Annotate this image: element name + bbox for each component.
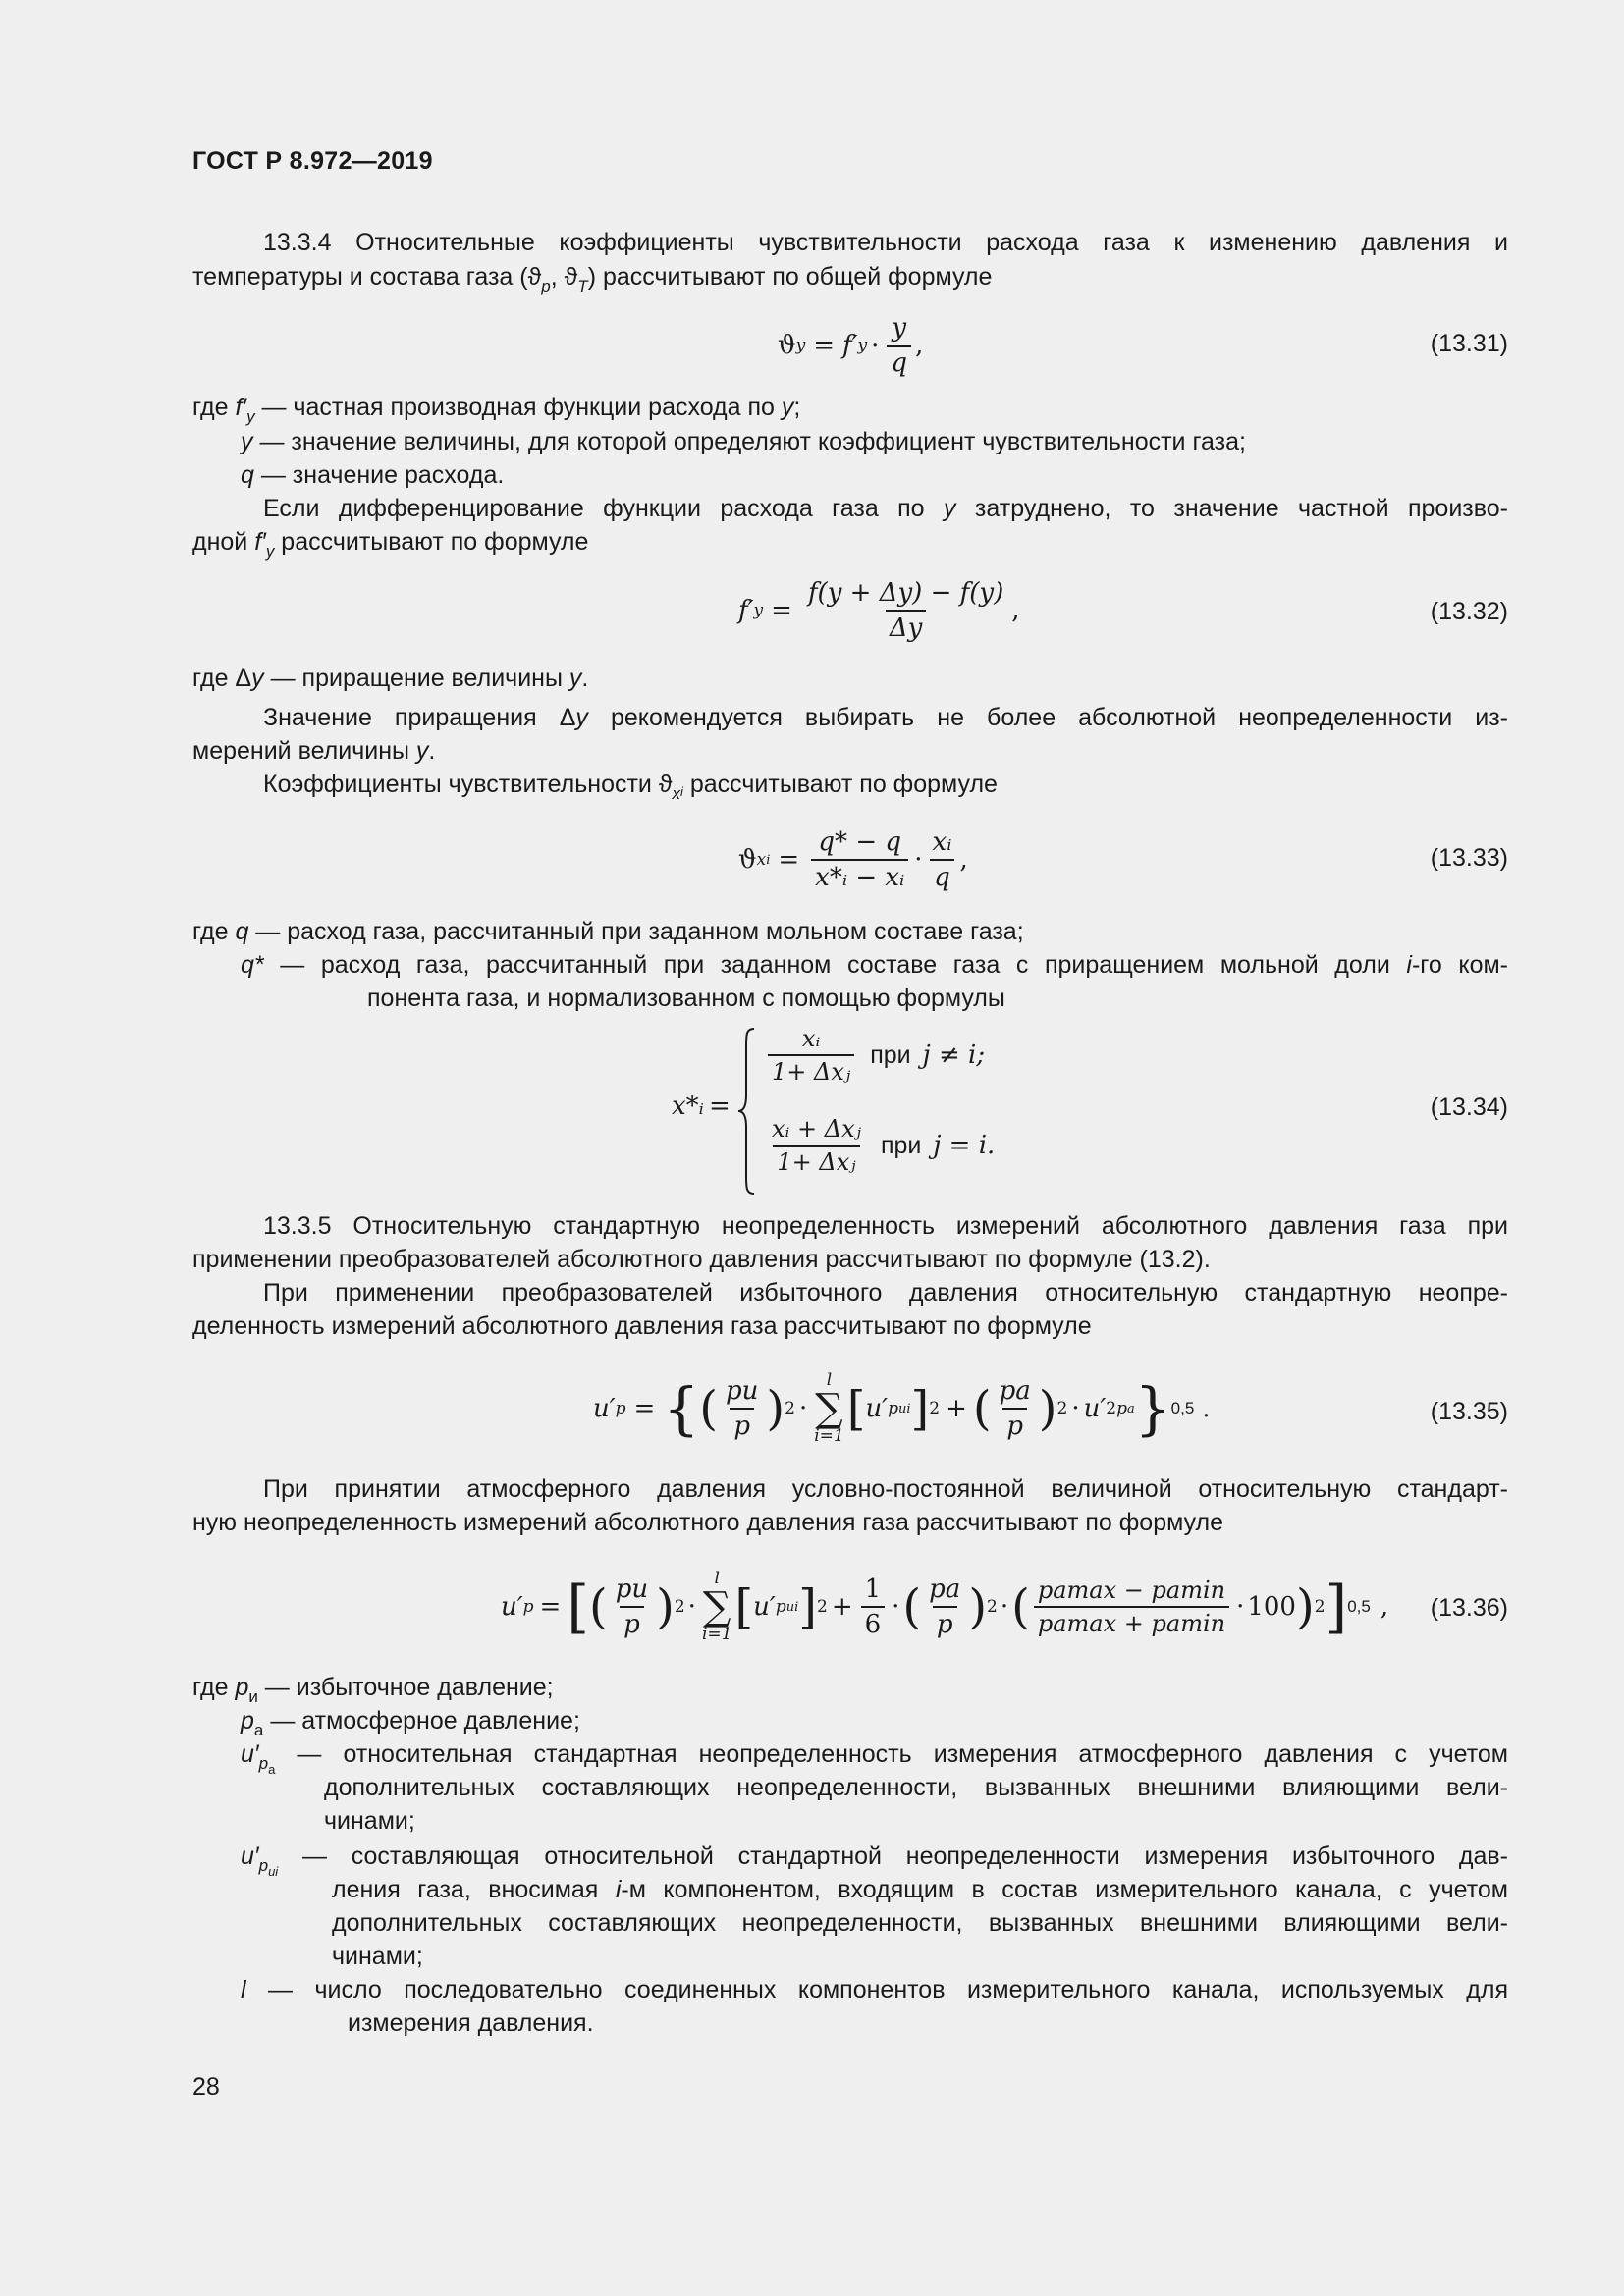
where-l-line2: измерения давления. <box>348 2009 594 2037</box>
where-u-pa-line2: дополнительных составляющих неопределенности, вызванных внешними влияющими вели- <box>324 1774 1508 1801</box>
where-l-line1: l — число последовательно соединенных компонентов измерительного канала, используемых для <box>241 1976 1508 2003</box>
where-u-pi-line2: ления газа, вносимая i-м компонентом, входящим в состав измерительного канала, с учетом <box>332 1876 1508 1903</box>
where-p-overpressure: где $p_и$ — избыточное давление; <box>192 1674 554 1706</box>
paragraph-13-3-5-line1: 13.3.5 Относительную стандартную неопределенность измерений абсолютного давления газа при <box>263 1212 1508 1240</box>
piecewise-case1: $\frac{\text{xᵢ}}{\text{1+ Δxⱼ}}$ при j ≠ i; <box>764 1025 985 1086</box>
paragraph-increment-line1: Значение приращения Δy рекомендуется выбирать не более абсолютной неопределенности из- <box>263 704 1509 731</box>
summation-sign: l ∑ i=1 <box>814 1370 844 1446</box>
paragraph-increment-line2: мерений величины y. <box>192 737 436 765</box>
where-u-pi-line4: чинами; <box>332 1943 423 1970</box>
where-u-pi-line3: дополнительных составляющих неопределенности, вызванных внешними влияющими вели- <box>332 1909 1508 1937</box>
equation-number-13-35: (13.35) <box>1430 1398 1508 1425</box>
where-p-atmospheric: $p_а$ — атмосферное давление; <box>241 1707 580 1739</box>
document-header: ГОСТ Р 8.972—2019 <box>192 147 433 175</box>
paragraph-differentiation-line2: дной $f'_y$ рассчитывают по формуле <box>192 528 589 561</box>
fraction-q-difference: $\frac{q* - q}{\text{x*ᵢ − xᵢ}}$ <box>811 828 908 892</box>
summation-sign: l ∑ i=1 <box>701 1569 732 1644</box>
equation-number-13-31: (13.31) <box>1430 330 1508 357</box>
equation-number-13-32: (13.32) <box>1430 598 1508 625</box>
fraction-x-over-q: $\frac{\text{xᵢ}}{q}$ <box>929 828 956 892</box>
equation-13-32: f′ y = $\frac{f(y + \Delta y) - f(y)}{\Delta y}$ , <box>738 578 1020 643</box>
paragraph-overpressure-line1: При применении преобразователей избыточного давления относительную стандартную неопре- <box>263 1279 1508 1307</box>
equation-number-13-33: (13.33) <box>1430 844 1508 872</box>
piecewise-equals: = <box>709 1092 731 1121</box>
where-q-star-line2: понента газа, и нормализованном с помощью формулы <box>367 985 1005 1012</box>
where-u-pa-line3: чинами; <box>324 1807 415 1835</box>
piecewise-case2: $\frac{\text{xᵢ + Δxⱼ}}{\text{1+ Δxⱼ}}$ при j = i. <box>772 1115 996 1176</box>
where-q: q — значение расхода. <box>241 461 505 489</box>
paragraph-13-3-4-line1: 13.3.4 Относительные коэффициенты чувствительности расхода газа к изменению давления и <box>263 229 1508 256</box>
where-q-star-line1: q* — расход газа, рассчитанный при заданном составе газа с приращением мольной доли i-го ком- <box>241 951 1508 979</box>
where-u-pa-line1: $u'_{pа}$ — относительная стандартная неопределенность измерения атмосферного давления с учетом <box>241 1740 1508 1777</box>
where-u-pi-line1: $u'_{pиi}$ — составляющая относительной стандартной неопределенности измерения избыточного дав- <box>241 1842 1508 1879</box>
where-f-prime-y: где $f'_y$ — частная производная функции расхода по y; <box>192 394 801 426</box>
where-q-gas-flow: где q — расход газа, рассчитанный при заданном мольном составе газа; <box>192 918 1024 945</box>
piecewise-lhs: x*ᵢ <box>672 1092 704 1121</box>
curly-brace <box>736 1027 758 1196</box>
paragraph-differentiation-line1: Если дифференцирование функции расхода газа по y затруднено, то значение частной произво- <box>263 495 1508 522</box>
paragraph-atmospheric-line2: ную неопределенность измерений абсолютного давления газа рассчитывают по формуле <box>192 1509 1224 1536</box>
where-delta-y: где Δy — приращение величины y. <box>192 665 589 692</box>
paragraph-atmospheric-line1: При принятии атмосферного давления условно-постоянной величиной относительную стандарт- <box>263 1475 1508 1503</box>
equation-13-36: u′ p = [ ( $\frac{pи}{p}$ ) 2 · l ∑ i=1 [ u′ p иi ] 2 + $\frac{1}{6}$ · ( $\frac{pа}{p}$ ) 2 · ( $\frac{pа\max - pа\min}{pа\max + pа\min}$ · 100 ) 2 ] 0,5 , <box>501 1569 1389 1644</box>
paragraph-13-3-4-line2: температуры и состава газа ($ϑ_p$, $ϑ_T$) рассчитывают по общей формуле <box>192 263 993 295</box>
equation-13-33: ϑ x i = $\frac{q* - q}{\text{x*ᵢ − xᵢ}}$ · $\frac{\text{xᵢ}}{q}$ , <box>738 828 968 892</box>
fraction-y-over-q: $\frac{y}{q}$ <box>887 313 911 378</box>
where-y: y — значение величины, для которой определяют коэффициент чувствительности газа; <box>241 428 1246 455</box>
paragraph-sensitivity-coefficients: Коэффициенты чувствительности $ϑ_xi$ рассчитывают по формуле <box>263 771 998 803</box>
equation-13-34 <box>672 1025 1005 1198</box>
page-number: 28 <box>192 2073 220 2101</box>
paragraph-overpressure-line2: деленность измерений абсолютного давления газа рассчитывают по формуле <box>192 1312 1092 1340</box>
fraction-finite-difference: $\frac{f(y + \Delta y) - f(y)}{\Delta y}$ <box>807 578 1004 643</box>
paragraph-13-3-5-line2: применении преобразователей абсолютного давления рассчитывают по формуле (13.2). <box>192 1246 1211 1273</box>
equation-13-31: ϑ y = f′ y · $\frac{y}{q}$ , <box>778 313 924 378</box>
equation-number-13-34: (13.34) <box>1430 1094 1508 1121</box>
equation-number-13-36: (13.36) <box>1430 1594 1508 1622</box>
equation-13-35: u′ p = { ( $\frac{pи}{p}$ ) 2 · l ∑ i=1 [ u′ p иi ] 2 + ( $\frac{pа}{p}$ ) 2 · u′ 2 p а } 0,5 . <box>593 1370 1211 1446</box>
